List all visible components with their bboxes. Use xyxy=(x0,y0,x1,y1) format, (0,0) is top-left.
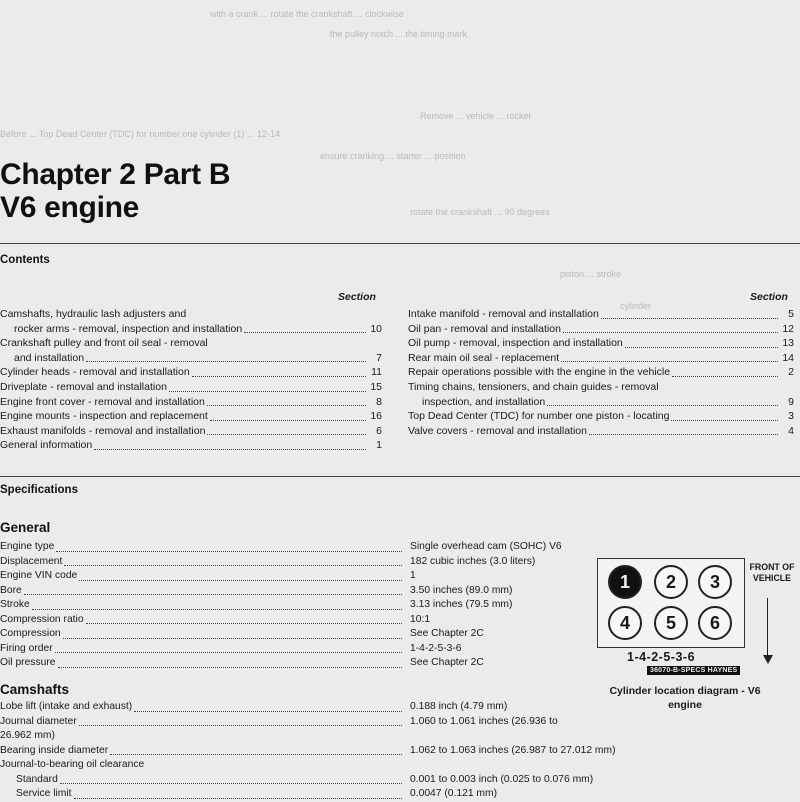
spec-value: 0.188 inch (4.79 mm) xyxy=(410,701,508,712)
dot-leader xyxy=(563,332,778,333)
camshaft-spec-values xyxy=(410,700,616,802)
toc-entry-title: Crankshaft pulley and front oil seal - removal xyxy=(0,337,208,350)
dot-leader xyxy=(169,391,366,392)
spec-label: Standard xyxy=(16,773,58,785)
spec-row xyxy=(0,715,408,730)
cylinder-3: 3 xyxy=(698,565,732,599)
toc-entry xyxy=(0,351,382,366)
toc-entry-title: General information xyxy=(0,439,93,452)
cylinder-grid xyxy=(597,558,745,648)
contents-heading: Contents xyxy=(0,254,50,266)
dot-leader xyxy=(192,376,366,377)
toc-entry-section-number: 10 xyxy=(370,322,382,335)
toc-entry-section-number: 2 xyxy=(788,366,794,379)
spec-label: Journal diameter xyxy=(0,715,77,727)
cylinder-2: 2 xyxy=(654,565,688,599)
spec-label: Engine VIN code xyxy=(0,570,78,581)
toc-entry-section-number: 11 xyxy=(371,366,382,379)
spec-row xyxy=(0,729,408,744)
spec-row xyxy=(0,642,408,657)
spec-label: Stroke xyxy=(0,599,30,610)
dot-leader xyxy=(561,361,778,362)
toc-entry-section-number: 16 xyxy=(370,410,382,423)
toc-entry-title: Timing chains, tensioners, and chain guides - removal xyxy=(408,380,659,393)
spec-value: Single overhead cam (SOHC) V6 xyxy=(410,541,562,552)
chapter-title xyxy=(0,158,230,224)
toc-entry-section-number: 7 xyxy=(376,351,382,364)
toc-entry-section-number: 6 xyxy=(376,424,382,437)
spec-value: See Chapter 2C xyxy=(410,628,484,639)
dot-leader xyxy=(547,405,778,406)
front-arrow-icon xyxy=(763,655,773,664)
section-label-right: Section xyxy=(750,291,788,303)
toc-right-column xyxy=(408,307,794,438)
dot-leader xyxy=(672,376,778,377)
cylinder-4: 4 xyxy=(608,606,642,640)
toc-entry-section-number: 15 xyxy=(370,380,382,393)
toc-entry xyxy=(408,322,794,337)
dot-leader xyxy=(79,580,402,581)
spec-row xyxy=(0,584,408,599)
spec-value: 1.060 to 1.061 inches (26.936 to xyxy=(410,715,558,727)
general-spec-values xyxy=(410,540,562,671)
spec-label: Bore xyxy=(0,584,22,596)
spec-label: Lobe lift (intake and exhaust) xyxy=(0,701,133,712)
dot-leader xyxy=(86,623,402,624)
toc-entry xyxy=(0,395,382,410)
spec-value: 0.0047 (0.121 mm) xyxy=(410,788,497,799)
toc-entry xyxy=(0,365,382,380)
spec-row xyxy=(0,555,408,570)
spec-label: Compression xyxy=(0,628,61,639)
spec-value xyxy=(410,729,616,744)
specs-rule xyxy=(0,476,800,477)
spec-row xyxy=(0,787,408,802)
toc-entry xyxy=(408,380,794,395)
spec-value: 3.50 inches (89.0 mm) xyxy=(410,584,513,596)
toc-entry-title: Top Dead Center (TDC) for number one piston - locating xyxy=(408,410,670,423)
cylinder-location-diagram xyxy=(597,558,795,728)
toc-entry-title: Valve covers - removal and installation xyxy=(408,424,587,437)
spec-value: 1.062 to 1.063 inches (26.987 to 27.012 mm) xyxy=(410,744,616,756)
toc-left-column xyxy=(0,307,382,453)
toc-entry-section-number: 12 xyxy=(782,322,794,335)
spec-row xyxy=(0,758,408,773)
toc-entry xyxy=(0,409,382,424)
dot-leader xyxy=(64,565,402,566)
dot-leader xyxy=(94,449,366,450)
spec-row xyxy=(0,744,408,759)
dot-leader xyxy=(589,434,778,435)
camshafts-heading: Camshafts xyxy=(0,682,70,697)
toc-entry-title: Engine mounts - inspection and replacement xyxy=(0,410,208,423)
toc-entry-title: Rear main oil seal - replacement xyxy=(408,351,560,364)
spec-row xyxy=(0,569,408,584)
spec-label: Service limit xyxy=(16,788,72,799)
spec-label: 26.962 mm) xyxy=(0,730,55,741)
spec-row xyxy=(0,540,408,555)
dot-leader xyxy=(110,754,402,755)
spec-value: 1 xyxy=(410,570,416,581)
dot-leader xyxy=(625,347,778,348)
section-label-left: Section xyxy=(338,291,376,303)
toc-entry xyxy=(408,365,794,380)
spec-row xyxy=(0,627,408,642)
spec-value: 0.001 to 0.003 inch (0.025 to 0.076 mm) xyxy=(410,773,594,785)
toc-entry xyxy=(0,336,382,351)
spec-value: 10:1 xyxy=(410,613,431,625)
toc-entry-section-number: 1 xyxy=(376,439,382,452)
toc-entry-title: rocker arms - removal, inspection and installation xyxy=(14,322,243,335)
toc-entry-title: Repair operations possible with the engine in the vehicle xyxy=(408,366,671,379)
spec-value: 182 cubic inches (3.0 liters) xyxy=(410,555,536,567)
dot-leader xyxy=(74,798,403,799)
toc-entry xyxy=(0,438,382,453)
dot-leader xyxy=(134,711,402,712)
dot-leader xyxy=(601,318,778,319)
toc-entry-title: Driveplate - removal and installation xyxy=(0,380,167,393)
toc-entry-title: Engine front cover - removal and installation xyxy=(0,395,205,408)
toc-entry xyxy=(408,424,794,439)
spec-row xyxy=(0,773,408,788)
chapter-title-line1: Chapter 2 Part B xyxy=(0,158,231,191)
toc-entry xyxy=(408,307,794,322)
dot-leader xyxy=(63,638,402,639)
toc-entry-section-number: 3 xyxy=(788,410,794,423)
spec-value xyxy=(410,758,616,773)
dot-leader xyxy=(24,594,402,595)
spec-value: 1-4-2-5-3-6 xyxy=(410,642,462,654)
spec-row xyxy=(0,613,408,628)
spec-value: 3.13 inches (79.5 mm) xyxy=(410,599,513,610)
spec-label: Compression ratio xyxy=(0,613,84,625)
toc-entry xyxy=(0,307,382,322)
dot-leader xyxy=(55,652,402,653)
toc-entry-title: Intake manifold - removal and installation xyxy=(408,308,599,320)
dot-leader xyxy=(244,332,366,333)
toc-entry xyxy=(0,380,382,395)
cylinder-6: 6 xyxy=(698,606,732,640)
toc-entry-title: Cylinder heads - removal and installation xyxy=(0,366,190,379)
spec-label: Oil pressure xyxy=(0,657,56,668)
dot-leader xyxy=(207,434,366,435)
toc-entry-section-number: 9 xyxy=(788,395,794,408)
dot-leader xyxy=(210,420,366,421)
toc-entry-title: Exhaust manifolds - removal and installation xyxy=(0,424,206,437)
cylinder-5: 5 xyxy=(654,606,688,640)
dot-leader xyxy=(207,405,366,406)
dot-leader xyxy=(79,725,402,726)
toc-entry xyxy=(0,424,382,439)
figure-tag: 36070-B-SPECS HAYNES xyxy=(647,666,740,675)
camshaft-spec-labels xyxy=(0,700,408,802)
toc-entry-section-number: 13 xyxy=(782,337,794,350)
toc-entry xyxy=(408,336,794,351)
spec-row xyxy=(0,598,408,613)
toc-entry xyxy=(408,409,794,424)
general-heading: General xyxy=(0,520,51,535)
chapter-title-line2: V6 engine xyxy=(0,191,140,224)
front-of-vehicle-label: FRONT OF VEHICLE xyxy=(749,562,795,583)
spec-value: See Chapter 2C xyxy=(410,657,484,668)
toc-entry-section-number: 8 xyxy=(376,395,382,408)
dot-leader xyxy=(86,361,366,362)
toc-entry-section-number: 14 xyxy=(782,351,794,364)
toc-entry-section-number: 5 xyxy=(788,308,794,320)
diagram-caption: Cylinder location diagram - V6 engine xyxy=(609,685,761,711)
dot-leader xyxy=(58,667,402,668)
dot-leader xyxy=(56,551,402,552)
toc-entry-title: Oil pan - removal and installation xyxy=(408,322,561,335)
toc-entry-title: and installation xyxy=(14,351,85,364)
toc-entry xyxy=(408,395,794,410)
toc-entry-title: inspection, and installation xyxy=(422,395,546,408)
toc-entry xyxy=(0,322,382,337)
spec-label: Bearing inside diameter xyxy=(0,744,109,756)
contents-rule xyxy=(0,243,800,244)
dot-leader xyxy=(32,609,402,610)
toc-entry xyxy=(408,351,794,366)
dot-leader xyxy=(671,420,778,421)
spec-label: Firing order xyxy=(0,642,53,654)
spec-row xyxy=(0,700,408,715)
spec-label: Engine type xyxy=(0,541,55,552)
specifications-heading: Specifications xyxy=(0,484,78,496)
cylinder-1: 1 xyxy=(608,565,642,599)
firing-order-label: 1-4-2-5-3-6 xyxy=(627,650,696,664)
spec-label: Displacement xyxy=(0,555,63,567)
spec-row xyxy=(0,656,408,671)
spec-label: Journal-to-bearing oil clearance xyxy=(0,759,145,770)
toc-entry-title: Camshafts, hydraulic lash adjusters and xyxy=(0,308,187,320)
toc-entry-section-number: 4 xyxy=(788,424,794,437)
toc-entry-title: Oil pump - removal, inspection and installation xyxy=(408,337,623,350)
dot-leader xyxy=(60,783,402,784)
front-arrow-line xyxy=(767,598,768,656)
general-spec-labels xyxy=(0,540,408,671)
